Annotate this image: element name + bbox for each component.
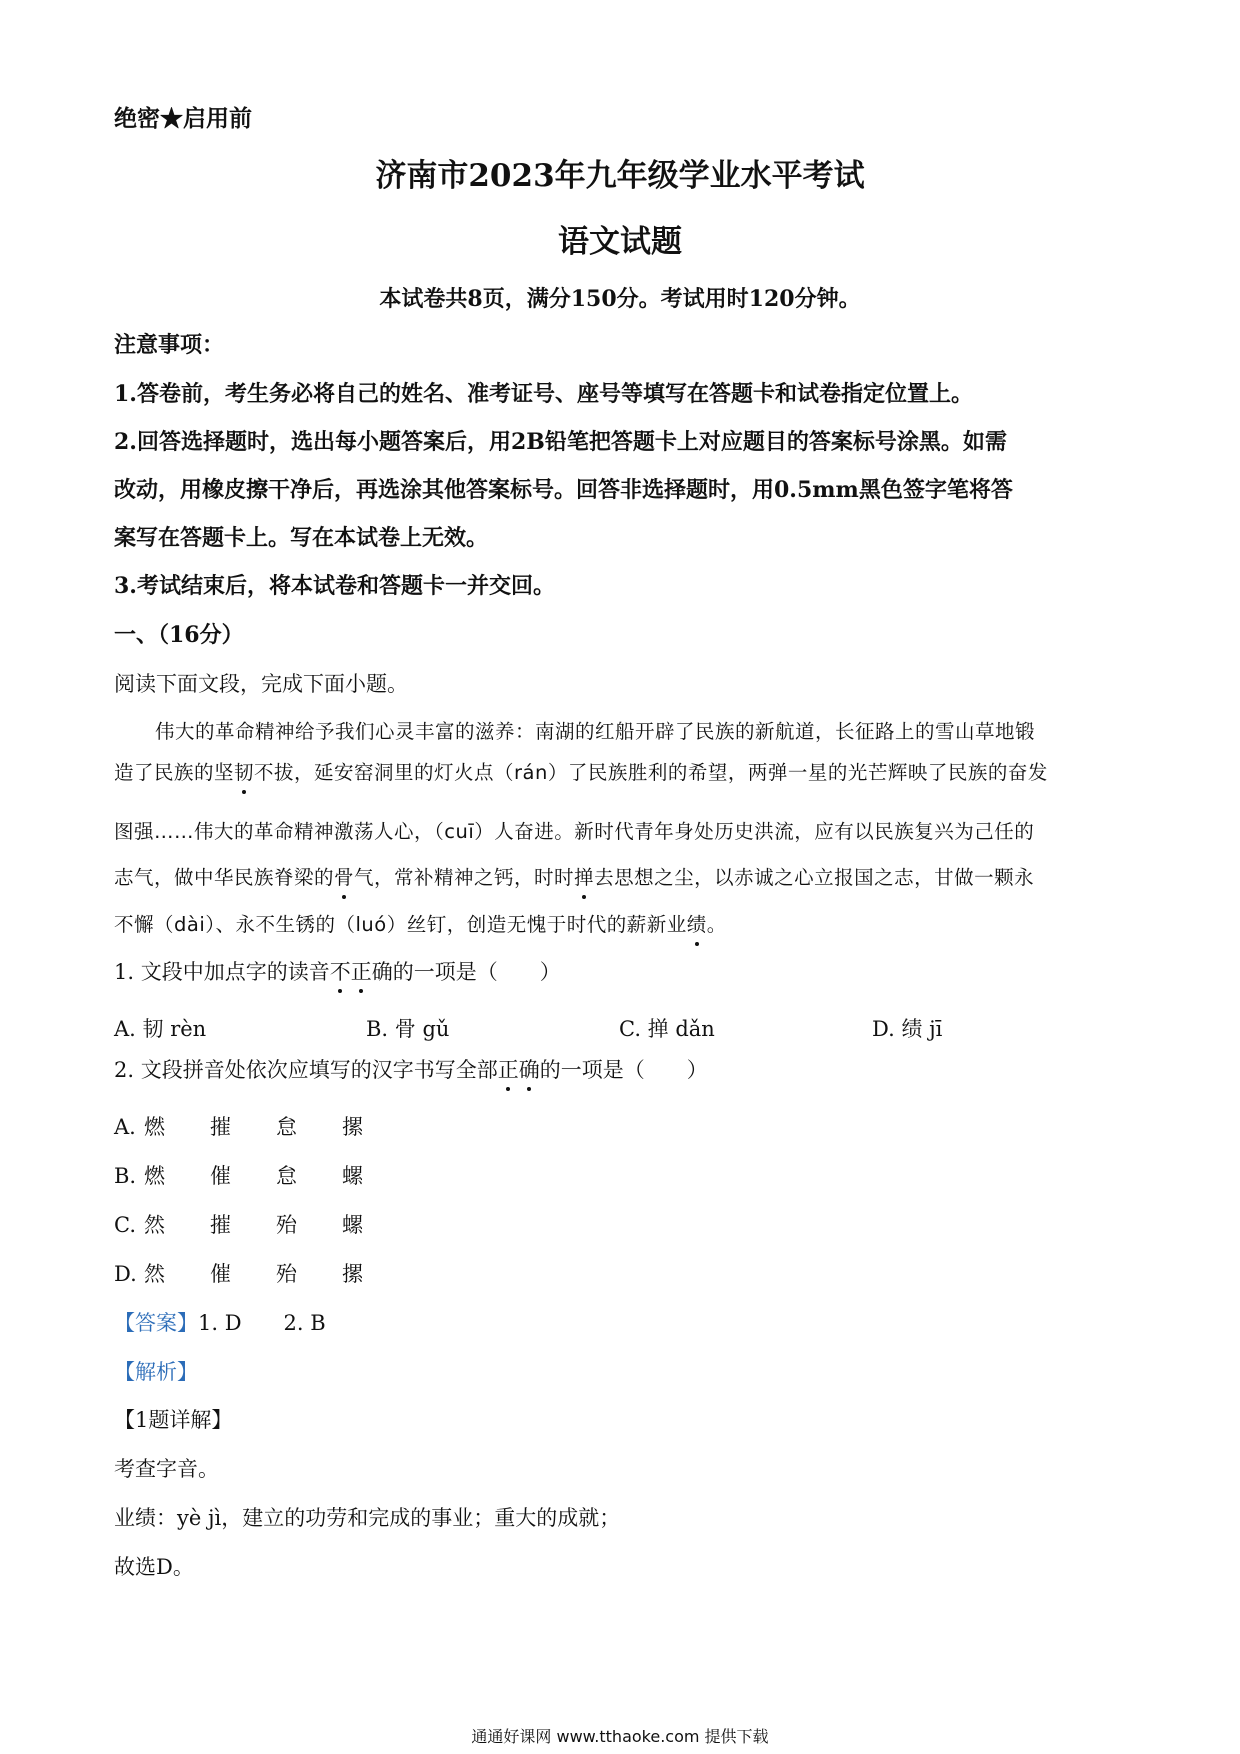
question-2-stem bbox=[114, 1055, 708, 1085]
passage-line-3: 图强……伟大的革命精神激荡人心，（cuī）人奋进。新时代青年身处历史洪流，应有以民族复兴为己任的 bbox=[114, 820, 1035, 843]
analysis-line-2: 业绩：yè jì，建立的功劳和完成的事业；重大的成就； bbox=[114, 1506, 621, 1530]
passage-line-5 bbox=[114, 910, 727, 940]
option-char: 摞 bbox=[342, 1262, 363, 1286]
passage-line-2 bbox=[114, 758, 1048, 788]
question-2-option-a bbox=[114, 1112, 408, 1142]
exam-subtitle: 本试卷共8页，满分150分。考试用时120分钟。 bbox=[379, 286, 861, 312]
option-char: 摧 bbox=[210, 1115, 231, 1139]
analysis-line-1: 考查字音。 bbox=[114, 1457, 219, 1481]
passage-text: 。 bbox=[706, 913, 727, 936]
notice-item-3: 3.考试结束后，将本试卷和答题卡一并交回。 bbox=[114, 573, 555, 599]
answer-text: 1. D 2. B bbox=[198, 1311, 326, 1335]
dotted-character: 骨 bbox=[334, 863, 354, 893]
exam-subject: 语文试题 bbox=[558, 224, 682, 260]
page-footer: 通通好课网 www.tthaoke.com 提供下载 bbox=[471, 1727, 769, 1746]
question-2-option-d bbox=[114, 1259, 408, 1289]
question-2-option-c bbox=[114, 1210, 408, 1240]
option-char: 怠 bbox=[276, 1115, 297, 1139]
question-1-option-b: B. 骨 gǔ bbox=[366, 1017, 450, 1041]
passage-text: 造了民族的坚 bbox=[114, 761, 235, 784]
passage-text: 气，常补精神之钙，时时 bbox=[354, 866, 575, 889]
option-char: 螺 bbox=[342, 1213, 363, 1237]
option-char: 螺 bbox=[342, 1164, 363, 1188]
secret-mark: 绝密★启用前 bbox=[114, 105, 252, 132]
passage-text: 去思想之尘，以赤诚之心立报国之志，甘做一颗永 bbox=[594, 866, 1035, 889]
dotted-character: 正 bbox=[351, 957, 372, 987]
question-text: 的一项是（ ） bbox=[539, 1058, 708, 1082]
answer-line bbox=[114, 1308, 326, 1338]
option-char: 摧 bbox=[210, 1213, 231, 1237]
option-char: 燃 bbox=[144, 1115, 165, 1139]
question-text: 1. 文段中加点字的读音 bbox=[114, 960, 330, 984]
option-char: 催 bbox=[210, 1262, 231, 1286]
option-char: 然 bbox=[144, 1213, 165, 1237]
question-1-stem bbox=[114, 957, 561, 987]
passage-line-4 bbox=[114, 863, 1034, 893]
dotted-character: 确 bbox=[519, 1055, 540, 1085]
notice-heading: 注意事项： bbox=[114, 332, 225, 358]
option-letter: C. bbox=[114, 1213, 136, 1237]
option-char: 催 bbox=[210, 1164, 231, 1188]
passage-text: 志气，做中华民族脊梁的 bbox=[114, 866, 335, 889]
notice-item-1: 1.答卷前，考生务必将自己的姓名、准考证号、座号等填写在答题卡和试卷指定位置上。 bbox=[114, 381, 973, 407]
notice-item-2-line-1: 2.回答选择题时，选出每小题答案后，用2B铅笔把答题卡上对应题目的答案标号涂黑。如需 bbox=[114, 429, 1007, 455]
notice-item-2-line-3: 案写在答题卡上。写在本试卷上无效。 bbox=[114, 525, 489, 551]
analysis-line-3: 故选D。 bbox=[114, 1555, 194, 1579]
option-letter: A. bbox=[114, 1115, 136, 1139]
option-char: 然 bbox=[144, 1262, 165, 1286]
exam-title: 济南市2023年九年级学业水平考试 bbox=[375, 158, 865, 194]
dotted-character: 正 bbox=[498, 1055, 519, 1085]
dotted-character: 绩 bbox=[687, 910, 707, 940]
analysis-label: 【解析】 bbox=[114, 1360, 198, 1384]
option-letter: B. bbox=[114, 1164, 137, 1188]
notice-item-2-line-2: 改动，用橡皮擦干净后，再选涂其他答案标号。回答非选择题时，用0.5mm黑色签字笔将答 bbox=[114, 477, 1013, 503]
dotted-character: 不 bbox=[330, 957, 351, 987]
dotted-character: 掸 bbox=[574, 863, 594, 893]
question-text: 确的一项是（ ） bbox=[371, 960, 561, 984]
option-letter: D. bbox=[114, 1262, 137, 1286]
question-2-option-b bbox=[114, 1161, 408, 1191]
option-char: 殆 bbox=[276, 1213, 297, 1237]
passage-line-1: 伟大的革命精神给予我们心灵丰富的滋养：南湖的红船开辟了民族的新航道，长征路上的雪山草地锻 bbox=[155, 720, 1036, 743]
analysis-detail-heading: 【1题详解】 bbox=[114, 1408, 233, 1432]
answer-label: 【答案】 bbox=[114, 1311, 198, 1335]
section-heading: 一、（16分） bbox=[114, 622, 244, 648]
passage-text: 不拔，延安窑洞里的灯火点（rán）了民族胜利的希望，两弹一星的光芒辉映了民族的奋发 bbox=[254, 761, 1048, 784]
section-instruction: 阅读下面文段，完成下面小题。 bbox=[114, 672, 408, 696]
option-char: 摞 bbox=[342, 1115, 363, 1139]
question-1-option-d: D. 绩 jī bbox=[872, 1017, 943, 1041]
passage-text: 不懈（dài）、永不生锈的（luó）丝钉，创造无愧于时代的薪新业 bbox=[114, 913, 687, 936]
option-char: 殆 bbox=[276, 1262, 297, 1286]
question-1-option-a: A. 韧 rèn bbox=[114, 1017, 207, 1041]
question-1-option-c: C. 掸 dǎn bbox=[619, 1017, 715, 1041]
question-text: 2. 文段拼音处依次应填写的汉字书写全部 bbox=[114, 1058, 498, 1082]
option-char: 燃 bbox=[144, 1164, 165, 1188]
dotted-character: 韧 bbox=[234, 758, 254, 788]
option-char: 怠 bbox=[276, 1164, 297, 1188]
